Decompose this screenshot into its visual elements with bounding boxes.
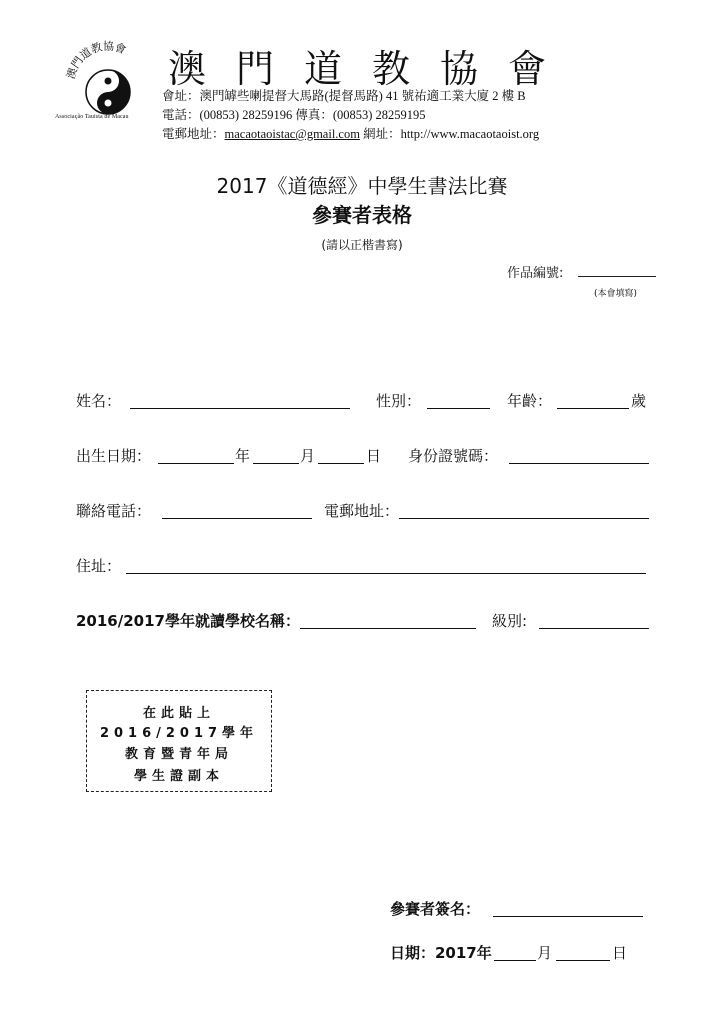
name-label: 姓名： xyxy=(76,392,122,410)
fax-label: 傳真： xyxy=(295,108,333,122)
age-field[interactable] xyxy=(557,408,629,409)
contact-phone-label: 聯絡電話： xyxy=(76,502,152,520)
school-label: 2016/2017學年就讀學校名稱： xyxy=(76,612,300,630)
writing-note: (請以正楷書寫) xyxy=(321,238,403,252)
age-unit: 歲 xyxy=(631,392,647,410)
paste-box-line-4: 學生證副本 xyxy=(133,769,224,784)
age-label: 年齡： xyxy=(507,392,553,410)
dob-month-field[interactable] xyxy=(253,463,299,464)
dob-year-unit: 年 xyxy=(235,447,251,465)
email-label-field: 電郵地址： xyxy=(324,502,400,520)
dob-day-unit: 日 xyxy=(366,447,382,465)
paste-box-line-2: 2016/2017學年 xyxy=(99,726,259,741)
dob-label: 出生日期： xyxy=(76,447,152,465)
email-field[interactable] xyxy=(399,518,649,519)
paste-box-line-1: 在此貼上 xyxy=(142,706,215,721)
association-logo xyxy=(60,38,156,118)
address-line xyxy=(162,86,526,104)
name-field[interactable] xyxy=(130,408,350,409)
sign-date-label: 日期：2017年 xyxy=(390,944,492,962)
dob-day-field[interactable] xyxy=(318,463,364,464)
paste-box-line-3: 教育暨青年局 xyxy=(124,747,233,762)
email-link[interactable]: macaotaoistac@gmail.com xyxy=(224,127,360,141)
sign-month-field[interactable] xyxy=(494,960,536,961)
id-number-field[interactable] xyxy=(509,463,649,464)
work-number-label: 作品編號: xyxy=(507,266,564,281)
organization-name: 澳門道教協會 xyxy=(168,47,577,91)
id-number-label: 身份證號碼： xyxy=(408,447,499,465)
yin-yang-icon xyxy=(60,38,156,118)
dob-month-unit: 月 xyxy=(300,447,316,465)
contact-phone-field[interactable] xyxy=(162,518,312,519)
address-value: 澳門罅些喇提督大馬路(提督馬路) 41 號祐適工業大廈 2 樓 B xyxy=(199,89,526,103)
website-label: 網址： xyxy=(363,127,401,141)
school-field[interactable] xyxy=(300,628,476,629)
signature-field[interactable] xyxy=(493,916,643,917)
residence-address-field[interactable] xyxy=(126,573,646,574)
email-web-line xyxy=(162,124,539,142)
form-subtitle: 參賽者表格 xyxy=(312,203,412,227)
signature-label: 參賽者簽名： xyxy=(390,900,481,918)
gender-label: 性別： xyxy=(376,392,422,410)
fax-value: (00853) 28259195 xyxy=(332,108,426,122)
phone-label: 電話： xyxy=(162,108,200,122)
email-label: 電郵地址： xyxy=(162,127,225,141)
residence-address-label: 住址： xyxy=(76,557,122,575)
dob-year-field[interactable] xyxy=(158,463,234,464)
logo-ring-text: 澳門道教協會 xyxy=(64,39,128,81)
logo-caption: Associação Tauista de Macau xyxy=(55,114,129,120)
website-link[interactable]: http://www.macaotaoist.org xyxy=(400,127,540,141)
grade-field[interactable] xyxy=(539,628,649,629)
gender-field[interactable] xyxy=(427,408,490,409)
address-label: 會址： xyxy=(162,89,200,103)
grade-label: 級別: xyxy=(492,612,528,630)
sign-day-field[interactable] xyxy=(556,960,610,961)
work-number-note: (本會填寫) xyxy=(594,289,638,299)
phone-fax-line xyxy=(162,105,426,123)
work-number-field[interactable] xyxy=(578,276,656,277)
phone-value: (00853) 28259196 xyxy=(199,108,293,122)
sign-day-unit: 日 xyxy=(612,944,628,962)
sign-month-unit: 月 xyxy=(537,944,553,962)
form-title: 2017《道德經》中學生書法比賽 xyxy=(216,174,508,198)
